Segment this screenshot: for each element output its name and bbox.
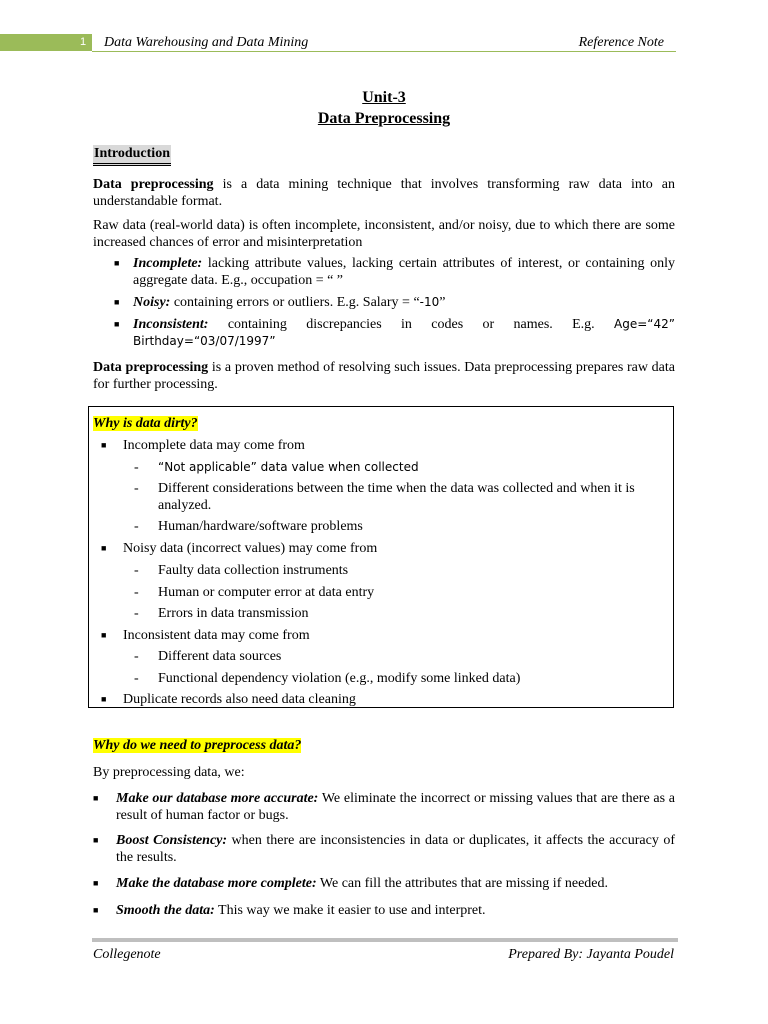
dash-marker: - xyxy=(134,606,139,621)
header-right-label: Reference Note xyxy=(578,35,664,50)
footer-rule xyxy=(92,938,678,942)
bullet-noisy xyxy=(133,294,675,311)
dash-marker: - xyxy=(134,519,139,534)
intro-paragraph-1 xyxy=(93,176,675,210)
box-subitem: Different data sources xyxy=(158,649,282,664)
box-subitem: “Not applicable” data value when collected xyxy=(158,460,419,474)
footer-left: Collegenote xyxy=(93,947,161,962)
bullet-term: Smooth the data: xyxy=(116,903,215,918)
paragraph-text: is a data mining technique that involves transforming raw data into an understandable format. xyxy=(93,177,676,209)
box-subitem: Errors in data transmission xyxy=(158,606,309,621)
bullet-text: containing errors or outliers. E.g. Salary = “ xyxy=(170,295,420,310)
highlight-heading: Why do we need to preprocess data? xyxy=(93,738,302,753)
bullet-marker: ■ xyxy=(93,905,99,915)
box-subitem: Different considerations between the time when the data was collected and when it is analyzed. xyxy=(158,481,635,513)
footer-right: Prepared By: Jayanta Poudel xyxy=(508,947,674,962)
bullet-text: when there are inconsistencies in data or duplicates, it affects the accuracy of the results. xyxy=(116,833,675,865)
bullet-marker: ■ xyxy=(93,793,99,803)
bullet-marker: ■ xyxy=(114,319,120,329)
bullet-text: We can fill the attributes that are missing if needed. xyxy=(316,876,608,891)
why-bullet xyxy=(116,875,675,892)
intro-paragraph-3 xyxy=(93,359,675,393)
why-bullet xyxy=(116,832,675,866)
box-item: Duplicate records also need data cleaning xyxy=(123,692,356,707)
box-heading xyxy=(93,414,198,432)
bold-term: Data preprocessing xyxy=(93,177,214,192)
unit-title: Unit-3 xyxy=(362,89,406,106)
why-bullet xyxy=(116,902,675,919)
box-subitem: Human or computer error at data entry xyxy=(158,585,375,600)
dash-marker: - xyxy=(134,649,139,664)
dash-marker: - xyxy=(134,563,139,578)
bullet-term: Make the database more complete: xyxy=(116,876,317,891)
bullet-marker: ■ xyxy=(93,835,99,845)
box-subitem: Faulty data collection instruments xyxy=(158,563,349,578)
bullet-term: Inconsistent: xyxy=(133,317,209,332)
bullet-text: containing discrepancies in codes or names. E.g. xyxy=(208,317,615,332)
bullet-term: Boost Consistency: xyxy=(116,833,228,848)
bullet-marker: ■ xyxy=(114,297,120,307)
bullet-marker: ■ xyxy=(101,440,107,450)
why-lead: By preprocessing data, we: xyxy=(93,765,245,780)
dash-marker: - xyxy=(134,481,139,496)
bullet-tail: ” xyxy=(439,295,446,310)
intro-paragraph-2: Raw data (real-world data) is often incomplete, inconsistent, and/or noisy, due to which there are some increased chances of error and misinterpretation xyxy=(93,218,675,250)
page-title: Data Preprocessing xyxy=(317,110,451,127)
why-bullet xyxy=(116,790,675,824)
header-title: Data Warehousing and Data Mining xyxy=(104,35,309,50)
bullet-inconsistent xyxy=(133,316,675,350)
dash-marker: - xyxy=(134,585,139,600)
bullet-term: Incomplete: xyxy=(133,256,203,271)
bullet-term: Noisy: xyxy=(133,295,171,310)
bullet-mono: -10 xyxy=(419,295,440,309)
bullet-text: This way we make it easier to use and interpret. xyxy=(214,903,486,918)
bullet-marker: ■ xyxy=(101,694,107,704)
highlight-heading: Why is data dirty? xyxy=(93,416,198,431)
paragraph-text: is a proven method of resolving such issues. Data preprocessing prepares raw data for further processing. xyxy=(93,360,675,392)
bullet-text: lacking attribute values, lacking certain attributes of interest, or containing only aggregate data. E.g., occupation = “ ” xyxy=(133,256,675,288)
section-heading-why xyxy=(93,736,301,754)
page-number: 1 xyxy=(79,36,87,48)
dash-marker: - xyxy=(134,460,139,475)
box-subitem: Human/hardware/software problems xyxy=(158,519,363,534)
box-item: Noisy data (incorrect values) may come from xyxy=(123,541,378,556)
bullet-text: We eliminate the incorrect or missing values that are there as a result of human factor or bugs. xyxy=(116,791,675,823)
bold-term: Data preprocessing xyxy=(93,360,209,375)
bullet-mono: Age=“42” Birthday=“03/07/1997” xyxy=(133,317,675,348)
box-subitem: Functional dependency violation (e.g., modify some linked data) xyxy=(158,671,521,686)
box-item: Incomplete data may come from xyxy=(123,438,305,453)
bullet-incomplete xyxy=(133,255,675,289)
dash-marker: - xyxy=(134,671,139,686)
bullet-term: Make our database more accurate: xyxy=(116,791,319,806)
section-heading-introduction: Introduction xyxy=(93,145,171,166)
box-item: Inconsistent data may come from xyxy=(123,628,310,643)
bullet-marker: ■ xyxy=(101,543,107,553)
bullet-marker: ■ xyxy=(114,258,120,268)
bullet-marker: ■ xyxy=(101,630,107,640)
bullet-marker: ■ xyxy=(93,878,99,888)
